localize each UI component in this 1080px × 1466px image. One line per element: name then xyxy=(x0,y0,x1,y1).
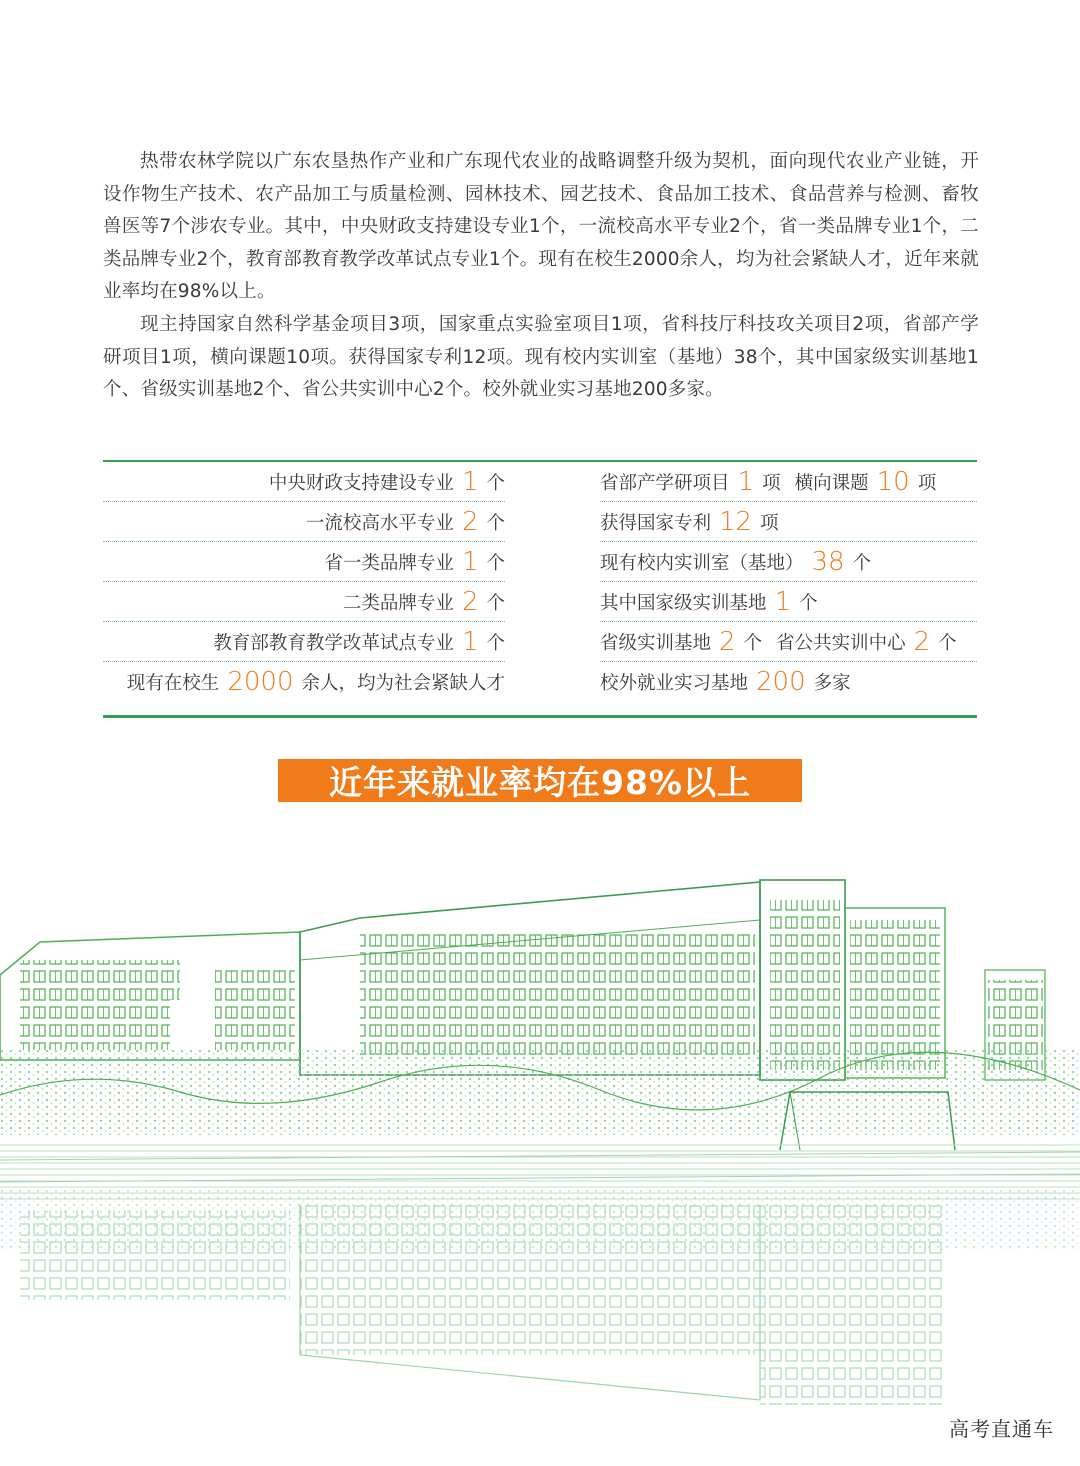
stat-label: 其中国家级实训基地 xyxy=(600,592,767,614)
stat-unit: 项 xyxy=(917,472,937,494)
stat-value: 12 xyxy=(719,506,753,537)
stat-unit: 个 xyxy=(486,592,505,614)
stat-unit: 个 xyxy=(743,632,763,654)
stat-row xyxy=(103,662,505,702)
stat-label: 省级实训基地 xyxy=(600,632,712,654)
stat-value: 10 xyxy=(876,466,910,497)
stat-value: 1 xyxy=(461,546,479,577)
intro-paragraph-2: 现主持国家自然科学基金项目3项，国家重点实验室项目1项，省科技厅科技攻关项目2项，省部产学研项目1项，横向课题10项。获得国家专利12项。现有校内实训室（基地）38个，其中国家级实训基地1个、省级实训基地2个、省公共实训中心2个。校外就业实习基地200多家。 xyxy=(103,313,979,401)
intro-paragraph-1: 热带农林学院以广东农垦热作产业和广东现代农业的战略调整升级为契机，面向现代农业产业链，开设作物生产技术、农产品加工与质量检测、园林技术、园艺技术、食品加工技术、食品营养与检测、畜牧兽医等7个涉农专业。其中，中央财政支持建设专业1个，一流校高水平专业2个，省一类品牌专业1个，二类品牌专业2个，教育部教育教学改革试点专业1个。现有在校生2000余人，均为社会紧缺人才，近年来就业率均在98%以上。 xyxy=(103,151,979,303)
stat-unit: 多家 xyxy=(813,673,851,694)
stat-label: 中央财政支持建设专业 xyxy=(268,472,454,494)
stat-value: 2 xyxy=(719,626,736,657)
stats-left-column xyxy=(103,462,505,702)
intro-text xyxy=(103,146,979,407)
stat-unit: 个 xyxy=(486,632,505,654)
stat-label: 校外就业实习基地 xyxy=(600,673,749,694)
stat-row xyxy=(103,502,505,542)
stat-value: 2 xyxy=(461,506,479,537)
left-building xyxy=(0,932,300,1060)
stat-value: 1 xyxy=(737,466,755,497)
stat-value: 2 xyxy=(461,586,479,617)
stat-row xyxy=(103,622,505,662)
stat-unit: 个 xyxy=(486,512,505,534)
watermark-label: 高考直通车 xyxy=(949,1417,1054,1441)
stat-unit: 余人，均为社会紧缺人才 xyxy=(301,673,505,694)
stat-unit: 个 xyxy=(799,592,818,614)
stat-label: 教育部教育教学改革试点专业 xyxy=(213,632,454,654)
stat-row xyxy=(600,622,977,662)
reflection xyxy=(0,1190,1080,1405)
stat-unit: 个 xyxy=(486,552,505,574)
stat-label: 省一类品牌专业 xyxy=(324,552,454,574)
stat-label: 一流校高水平专业 xyxy=(305,512,454,534)
stat-label: 现有校内实训室（基地） xyxy=(600,552,804,574)
campus-sketch-illustration xyxy=(0,860,1080,1466)
stat-value: 1 xyxy=(461,466,479,497)
stats-bottom-rule xyxy=(103,715,977,718)
main-building xyxy=(300,882,760,1075)
stat-label: 获得国家专利 xyxy=(600,512,712,534)
stat-label: 省部产学研项目 xyxy=(600,472,730,494)
stat-unit: 项 xyxy=(760,512,779,534)
employment-rate-banner: 近年来就业率均在98%以上 xyxy=(278,759,802,802)
stat-value: 2000 xyxy=(227,667,294,697)
stat-row xyxy=(600,662,977,702)
stat-label: 横向课题 xyxy=(794,472,869,494)
stat-unit: 项 xyxy=(762,472,781,494)
stat-row xyxy=(103,542,505,582)
stat-label: 现有在校生 xyxy=(126,673,220,694)
stat-row xyxy=(600,582,977,622)
stat-label: 二类品牌专业 xyxy=(342,592,454,614)
stats-table xyxy=(103,460,977,717)
stat-value: 200 xyxy=(756,667,806,697)
stats-right-column xyxy=(600,462,977,702)
stat-value: 1 xyxy=(774,586,792,617)
stat-unit: 个 xyxy=(486,472,505,494)
stat-row xyxy=(600,502,977,542)
stat-value: 38 xyxy=(811,546,845,577)
stat-row xyxy=(600,462,977,502)
stat-unit: 个 xyxy=(938,632,957,654)
stat-value: 1 xyxy=(461,626,479,657)
stat-row xyxy=(103,582,505,622)
stat-row xyxy=(600,542,977,582)
stat-value: 2 xyxy=(913,626,931,657)
stat-row xyxy=(103,462,505,502)
stat-label: 省公共实训中心 xyxy=(776,632,906,654)
stat-unit: 个 xyxy=(852,552,872,574)
